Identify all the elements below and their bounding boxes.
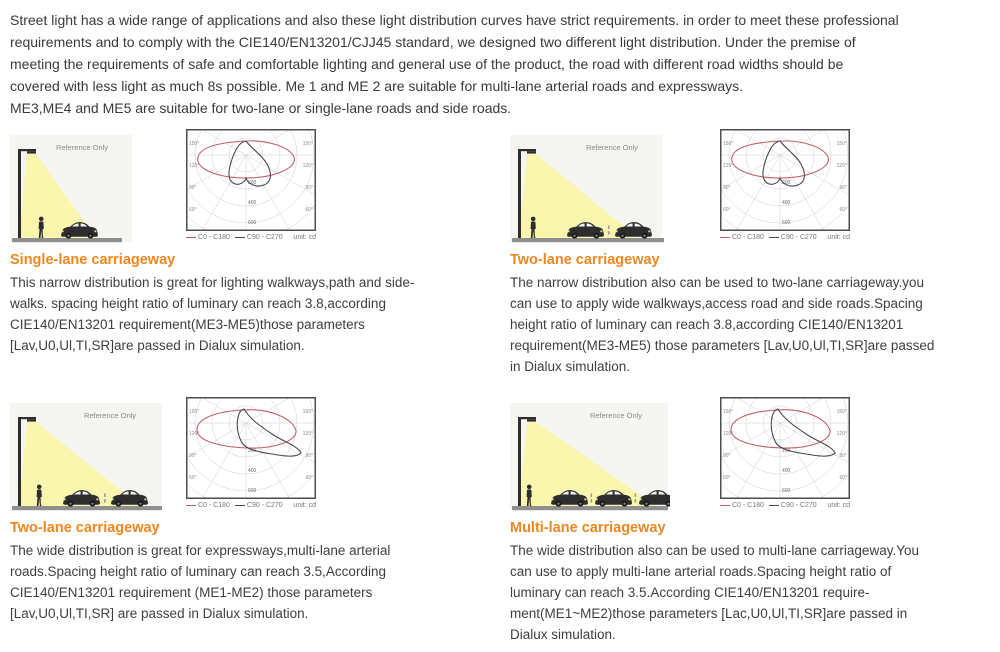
angle-label: 60°: [189, 475, 197, 481]
polar-diagram: [720, 129, 850, 241]
radial-label: 600: [782, 488, 791, 494]
light-pole: [518, 149, 521, 238]
angle-label: 60°: [839, 207, 847, 213]
legend-label-c90: C90 - C270: [780, 234, 817, 241]
angle-label: 120°: [302, 431, 313, 437]
figure-row: [10, 397, 500, 515]
section-two-lane-wide: [10, 397, 500, 645]
angle-label: 90°: [839, 453, 847, 459]
angle-label: 60°: [723, 207, 731, 213]
ground: [12, 238, 122, 242]
angle-label: 90°: [189, 453, 197, 459]
polar-unit-label: unit: cd: [293, 234, 316, 241]
angle-label: 150°: [836, 409, 847, 415]
streetlight-illustration: [10, 135, 170, 247]
angle-label: 90°: [305, 185, 313, 191]
angle-label: 150°: [723, 409, 734, 415]
polar-diagram: [720, 397, 850, 509]
angle-label: 60°: [839, 475, 847, 481]
section-body: The narrow distribution also can be used to two-lane carriageway.you can use to apply wide walkways,access road and side roads.Spacing height ratio of luminary can reach 3.8,according CIE140/EN13201 requirement(ME3-ME5) those parameters [Lav,U0,Ul,TI,SR]are passed in Dialux simulation.: [510, 275, 935, 374]
legend-line-red-icon: [186, 505, 196, 507]
radial-label: 600: [782, 220, 791, 226]
streetlight-illustration: [510, 135, 670, 247]
angle-label: 60°: [723, 475, 731, 481]
lamp-arm: [18, 149, 36, 151]
angle-label: 120°: [836, 163, 847, 169]
angle-label: 120°: [723, 431, 734, 437]
section-heading: Two-lane carriageway: [10, 520, 160, 536]
angle-label: 150°: [302, 141, 313, 147]
angle-label: 150°: [302, 409, 313, 415]
angle-label: 120°: [723, 163, 734, 169]
lamp-head: [527, 151, 536, 153]
lamp-head: [27, 419, 36, 421]
figure-row: [510, 129, 1000, 247]
angle-label: 60°: [305, 475, 313, 481]
legend-line-dark-icon: [235, 237, 245, 239]
ground: [512, 238, 664, 242]
reference-only-label: Reference Only: [585, 143, 639, 152]
angle-label: 90°: [723, 185, 731, 191]
radial-label: 200: [248, 180, 257, 186]
legend-label-c0: C0 - C180: [198, 502, 230, 509]
ground: [12, 506, 162, 510]
lamp-arm: [518, 149, 536, 151]
angle-label: 90°: [723, 453, 731, 459]
angle-label: 60°: [305, 207, 313, 213]
angle-label: 150°: [723, 141, 734, 147]
section-body: The wide distribution also can be used to multi-lane carriageway.You can use to apply multi-lane arterial roads.Spacing height ratio of luminary can reach 3.5.According CIE140/EN13201 require- ment(ME1~ME2)those parameters [Lac,U0,Ul,TI,SR]are passed in Dialux simulation.: [510, 543, 919, 642]
streetlight-illustration: [10, 403, 170, 515]
legend-line-dark-icon: [769, 505, 779, 507]
polar-unit-label: unit: cd: [293, 502, 316, 509]
reference-only-label: Reference Only: [55, 143, 109, 152]
intro-paragraph: Street light has a wide range of applications and also these light distribution curves have strict requirements. in order to meet these professional requirements and to comply with the CIE140/EN13201/CJJ45 standard, we designed two different light distribution. Under the premise of meeting the requirements of safe and comfortable lighting and general use of the product, the road with different road widths should be covered with less light as much 8s possible. Me 1 and ME 2 are suitable for multi-lane arterial roads and expressways. ME3,ME4 and ME5 are suitable for two-lane or single-lane roads and side roads.: [10, 12, 899, 116]
angle-label: 90°: [189, 185, 197, 191]
section-two-lane-narrow: [510, 129, 1000, 377]
radial-label: 200: [782, 180, 791, 186]
lamp-arm: [518, 417, 536, 419]
angle-label: 120°: [189, 431, 200, 437]
legend-line-red-icon: [186, 237, 196, 239]
angle-label: 120°: [836, 431, 847, 437]
angle-label: 60°: [189, 207, 197, 213]
section-heading: Multi-lane carriageway: [510, 520, 666, 536]
polar-diagram: [186, 397, 316, 509]
polar-unit-label: unit: cd: [827, 502, 850, 509]
legend-line-red-icon: [720, 505, 730, 507]
lamp-head: [27, 151, 36, 153]
section-multi-lane: [510, 397, 1000, 645]
angle-label: 150°: [189, 141, 200, 147]
figure-row: [510, 397, 1000, 515]
streetlight-illustration: [510, 403, 670, 515]
legend-line-dark-icon: [235, 505, 245, 507]
ground: [512, 506, 668, 510]
legend-line-dark-icon: [769, 237, 779, 239]
angle-label: 90°: [839, 185, 847, 191]
legend-label-c90: C90 - C270: [246, 502, 283, 509]
section-heading: Single-lane carriageway: [10, 252, 176, 268]
polar-legend: [186, 502, 316, 509]
lamp-arm: [18, 417, 36, 419]
radial-label: 600: [248, 220, 257, 226]
radial-label: 400: [782, 200, 791, 206]
legend-label-c0: C0 - C180: [732, 502, 764, 509]
legend-label-c0: C0 - C180: [198, 234, 230, 241]
reference-only-label: Reference Only: [83, 411, 137, 420]
legend-label-c0: C0 - C180: [732, 234, 764, 241]
legend-line-red-icon: [720, 237, 730, 239]
reference-only-label: Reference Only: [589, 411, 643, 420]
radial-label: 200: [248, 448, 257, 454]
legend-label-c90: C90 - C270: [780, 502, 817, 509]
light-pole: [18, 149, 21, 238]
legend-label-c90: C90 - C270: [246, 234, 283, 241]
section-body: This narrow distribution is great for lighting walkways,path and side- walks. spacing height ratio of luminary can reach 3.8,according CIE140/EN13201 requirement(ME3-ME5)those parameters [Lav,U0,Ul,TI,SR]are passed in Dialux simulation.: [10, 275, 415, 353]
polar-legend: [186, 234, 316, 241]
section-heading: Two-lane carriageway: [510, 252, 660, 268]
sections-grid: [0, 119, 1000, 645]
radial-label: 200: [782, 448, 791, 454]
angle-label: 150°: [836, 141, 847, 147]
polar-diagram: [186, 129, 316, 241]
polar-legend: [720, 234, 850, 241]
angle-label: 90°: [305, 453, 313, 459]
angle-label: 150°: [189, 409, 200, 415]
light-pole: [518, 417, 521, 506]
light-pole: [18, 417, 21, 506]
angle-label: 120°: [302, 163, 313, 169]
radial-label: 400: [248, 468, 257, 474]
polar-legend: [720, 502, 850, 509]
radial-label: 600: [248, 488, 257, 494]
radial-label: 400: [248, 200, 257, 206]
radial-label: 400: [782, 468, 791, 474]
polar-unit-label: unit: cd: [827, 234, 850, 241]
section-single-lane: [10, 129, 500, 377]
angle-label: 120°: [189, 163, 200, 169]
lamp-head: [527, 419, 536, 421]
figure-row: [10, 129, 500, 247]
section-body: The wide distribution is great for expressways,multi-lane arterial roads.Spacing height ratio of luminary can reach 3.5,According CIE140/EN13201 requirement (ME1-ME2) those parameters [Lav,U0,Ul,TI,SR] are passed in Dialux simulation.: [10, 543, 391, 621]
